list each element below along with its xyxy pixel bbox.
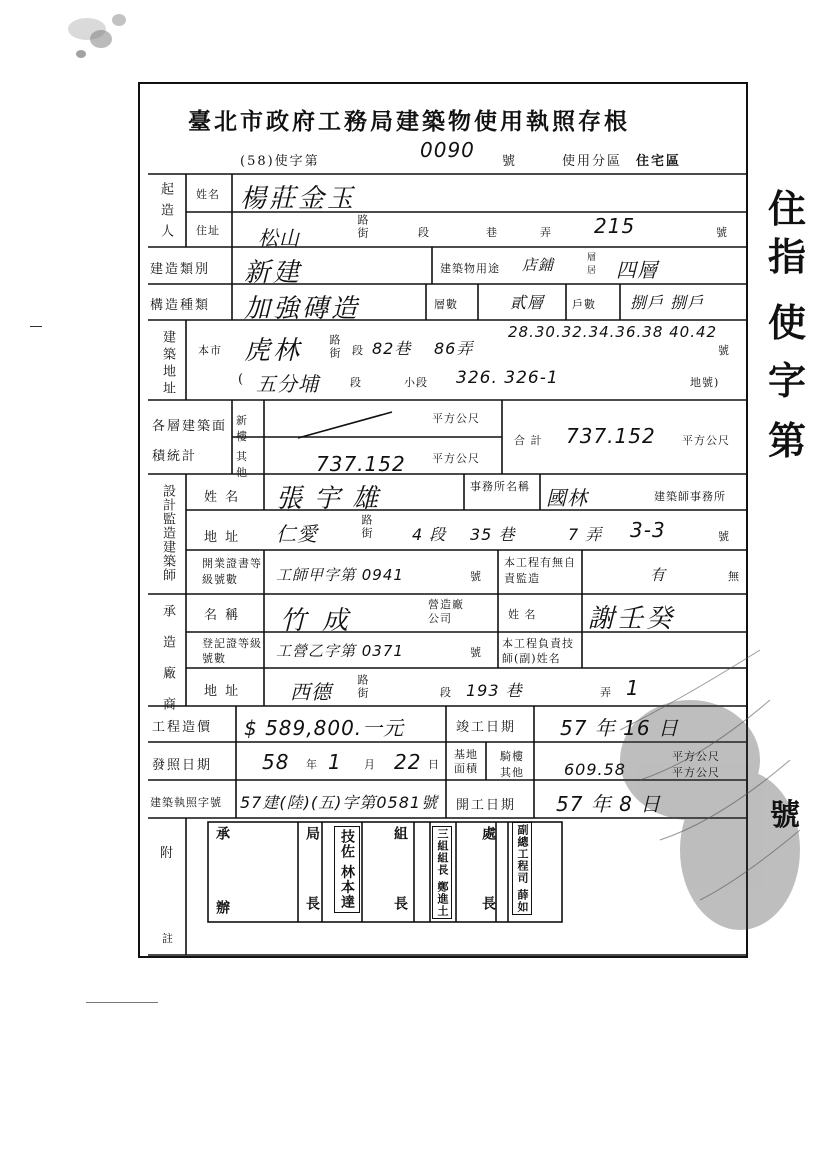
site-alley: 86弄 (434, 339, 474, 358)
contractor-addr-alley: 弄 (600, 686, 612, 699)
stamp-deputy-engineer: 副總工程司 薛如 (512, 822, 532, 915)
floors-value: 貳層 (510, 293, 545, 312)
floors-label: 層數 (434, 298, 458, 311)
category-label: 建造類別 (150, 262, 211, 277)
contractor-person-value: 謝壬癸 (588, 604, 676, 634)
license-number-suffix: 號 (502, 154, 518, 169)
stamp-division-head: 處長 (480, 826, 496, 966)
issue-day: 22 (394, 750, 422, 774)
start-label: 開工日期 (456, 798, 517, 813)
complete-label: 竣工日期 (456, 720, 517, 735)
site-land-sec: 五分埔 (256, 372, 319, 396)
site-city: 本市 (198, 344, 222, 357)
issue-month-unit: 月 (364, 758, 376, 771)
site-land-suffix: 地號) (690, 376, 720, 389)
site-road-value: 虎林 (244, 336, 303, 366)
zone-value: 住宅區 (636, 154, 682, 169)
base-unit1: 平方公尺 (672, 750, 720, 763)
builder-addr-alley: 弄 (540, 226, 552, 239)
contractor-addr-value: 西德 (290, 680, 332, 704)
cost-value: $ 589,800.一元 (244, 716, 405, 740)
permit-label: 建築執照字號 (150, 796, 222, 809)
designer-self-label: 本工程有無自責監造 (504, 556, 576, 585)
margin-char-3: 使 (768, 300, 807, 345)
contractor-group-label: 承造廠商 (160, 604, 175, 728)
contractor-type-label: 營造廠 公司 (428, 598, 464, 625)
stamp-clerk: 承辦 (214, 826, 230, 974)
contractor-addr-sec: 段 (440, 686, 452, 699)
designer-addr-no: 3-3 (630, 518, 666, 542)
designer-office-suffix: 建築師事務所 (654, 490, 726, 503)
site-sec: 段 (352, 344, 364, 357)
use-value: 店鋪 (522, 256, 555, 274)
site-land-no: 326. 326-1 (456, 368, 559, 388)
scan-mark-bottom (86, 1002, 158, 1003)
issue-month: 1 (328, 750, 342, 774)
notes-label-bottom: 註 (162, 932, 174, 945)
designer-office-value: 國林 (546, 486, 588, 510)
use-layer: 層居 (585, 252, 595, 278)
designer-addr-road: 路街 (360, 514, 373, 540)
designer-self-extra: 無 (728, 570, 740, 583)
designer-self-value: 有 (650, 566, 667, 584)
area-group-label: 各層建築面積統計 (152, 419, 228, 464)
margin-char-5: 第 (768, 418, 807, 463)
designer-addr-suffix: 號 (718, 530, 730, 543)
area-total-label: 合 計 (514, 434, 543, 447)
license-prefix: (58)使字第 (240, 154, 320, 169)
designer-addr-alley: 7 弄 (568, 525, 603, 544)
builder-addr-road: 路街 (356, 214, 369, 240)
site-no-suffix: 號 (718, 344, 730, 357)
use-extra: 四層 (616, 258, 658, 282)
base-sub2: 其他 (500, 766, 524, 779)
site-group-label: 建築地址 (160, 330, 175, 398)
designer-name-label: 姓 名 (204, 490, 241, 505)
license-number: 0090 (420, 138, 475, 162)
units-value: 捌戶 捌戶 (630, 293, 705, 312)
builder-addr-no: 215 (594, 214, 636, 238)
site-land-open: ( (238, 372, 246, 387)
area-total-unit: 平方公尺 (682, 434, 730, 447)
issue-year: 58 (262, 750, 290, 774)
structure-label: 構造種類 (150, 298, 211, 313)
contractor-person-label: 姓 名 (508, 608, 537, 621)
permit-value: 57建(陸)(五)字第0581號 (240, 793, 439, 812)
start-value: 57 年 8 日 (556, 792, 662, 816)
designer-cert-suffix: 號 (470, 570, 482, 583)
builder-addr-sec: 段 (418, 226, 430, 239)
area-other-unit: 平方公尺 (432, 452, 480, 465)
site-land-sub-label: 小段 (404, 376, 428, 389)
site-lane: 82巷 (372, 339, 412, 358)
margin-char-4: 字 (768, 358, 807, 403)
contractor-tech-label: 本工程負責技師(副)姓名 (502, 637, 574, 665)
builder-group-label: 起造人 (158, 182, 173, 245)
contractor-addr-label: 地 址 (204, 684, 241, 699)
designer-office-label: 事務所名稱 (470, 480, 530, 493)
issue-label: 發照日期 (152, 758, 213, 773)
builder-addr-lane: 巷 (486, 226, 498, 239)
stamp-chief-3: 三組組長 鄭進土 (432, 826, 452, 919)
area-other-value: 737.152 (316, 452, 406, 476)
base-value: 609.58 (564, 760, 626, 779)
builder-addr-city: 松山 (258, 226, 300, 250)
builder-addr-label: 住址 (196, 224, 220, 237)
designer-name-value: 張宇雄 (276, 484, 391, 514)
area-new-label: 新 樓 (236, 414, 248, 443)
contractor-cert-label: 登記證等級號數 (202, 637, 262, 665)
notes-label-top: 附 (160, 846, 176, 861)
base-sub1: 騎樓 (500, 750, 524, 763)
builder-addr-no-suffix: 號 (716, 226, 728, 239)
margin-char-2: 指 (768, 234, 807, 279)
zone-label: 使用分區 (562, 154, 623, 169)
site-road: 路街 (328, 334, 341, 360)
designer-addr-label: 地 址 (204, 530, 241, 545)
contractor-addr-lane: 193 巷 (466, 681, 523, 700)
margin-char-1: 住 (768, 186, 807, 231)
contractor-cert-value: 工營乙字第 0371 (276, 642, 404, 660)
form-title: 臺北市政府工務局建築物使用執照存根 (188, 108, 630, 135)
issue-day-unit: 日 (428, 758, 440, 771)
issue-year-unit: 年 (306, 758, 318, 771)
area-new-unit: 平方公尺 (432, 412, 480, 425)
contractor-name-value: 竹成 (280, 606, 365, 636)
designer-group-label: 設計監造建築師 (160, 484, 175, 582)
contractor-addr-road: 路街 (356, 674, 369, 700)
cost-label: 工程造價 (152, 720, 213, 735)
units-label: 戶數 (572, 298, 596, 311)
contractor-cert-suffix: 號 (470, 646, 482, 659)
stamp-tech: 技佐 林本達 (334, 826, 360, 913)
designer-addr-sec: 4 段 (412, 525, 447, 544)
base-label: 基地面積 (454, 748, 478, 775)
use-label: 建築物用途 (440, 262, 500, 275)
base-unit2: 平方公尺 (672, 766, 720, 779)
contractor-name-label: 名 稱 (204, 608, 241, 623)
complete-value: 57 年 16 日 (560, 716, 679, 740)
stamp-director: 局長 (304, 826, 320, 966)
stamp-section-chief: 組長 (392, 826, 408, 966)
area-total-value: 737.152 (566, 424, 656, 448)
designer-addr-lane: 35 巷 (470, 525, 516, 544)
site-nos: 28.30.32.34.36.38 40.42 (508, 323, 718, 341)
designer-addr-value: 仁愛 (276, 522, 318, 546)
builder-name-label: 姓名 (196, 188, 220, 201)
designer-cert-value: 工師甲字第 0941 (276, 566, 404, 584)
category-value: 新建 (244, 258, 303, 288)
designer-cert-label: 開業證書等級號數 (202, 557, 262, 586)
structure-value: 加強磚造 (244, 294, 361, 324)
site-land-sec-label: 段 (350, 376, 362, 389)
scan-mark-left (30, 326, 42, 327)
area-other-label: 其 他 (236, 450, 248, 479)
builder-name-value: 楊莊金玉 (240, 184, 357, 214)
margin-char-6: 號 (770, 798, 800, 833)
contractor-addr-no: 1 (626, 676, 640, 700)
